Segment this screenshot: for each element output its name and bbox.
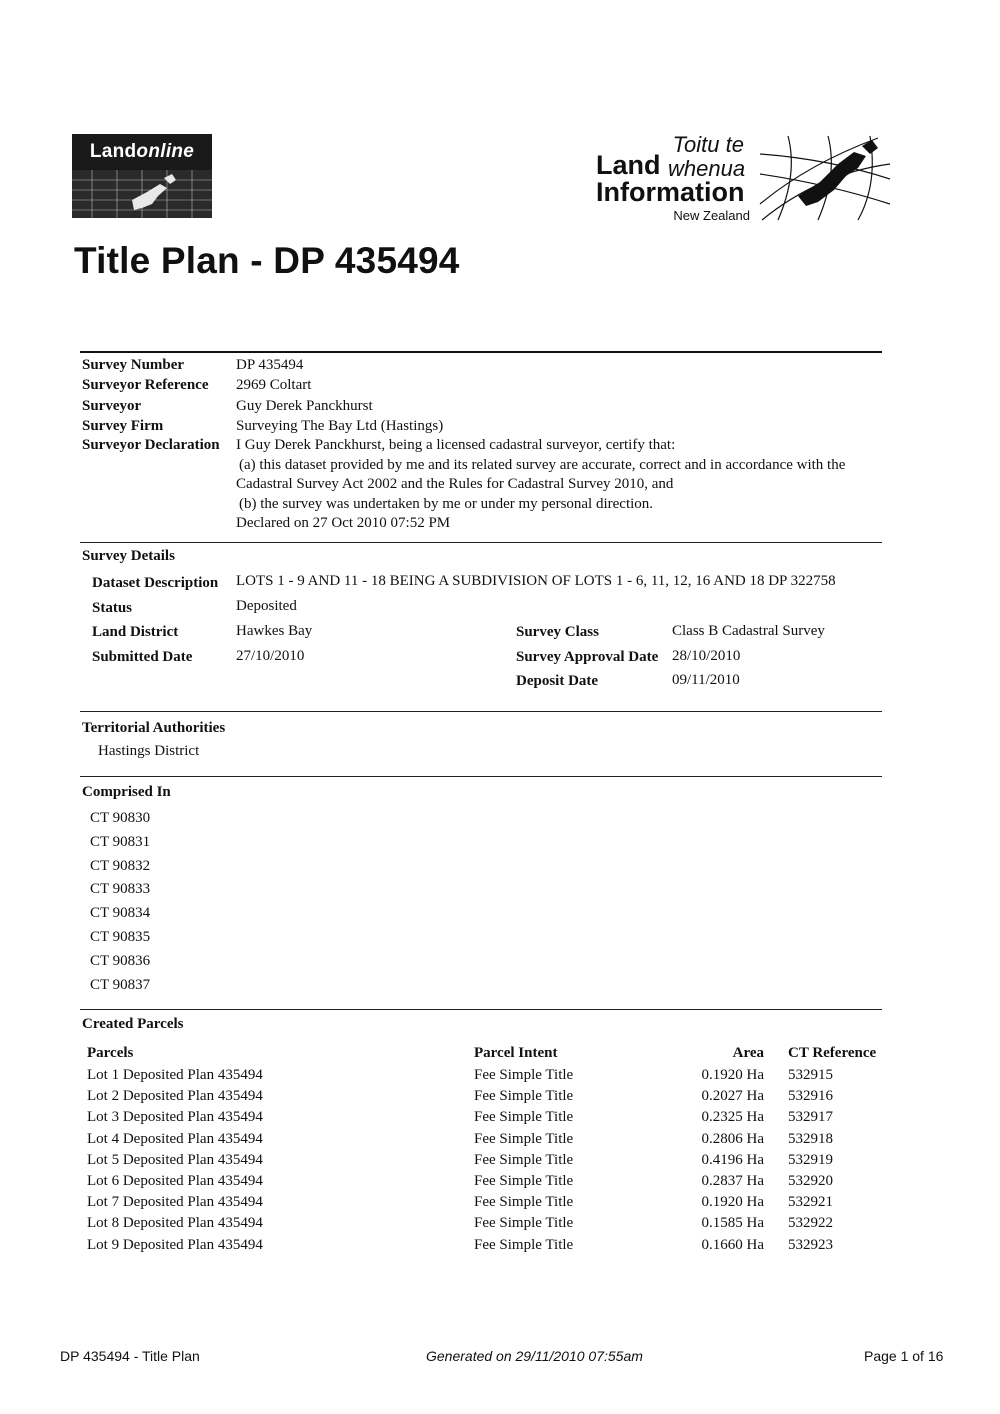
column-header-parcel-intent: Parcel Intent [474, 1044, 558, 1061]
table-row [84, 1065, 908, 1086]
territorial-authority-value: Hastings District [98, 743, 200, 759]
globe-nz-icon [758, 134, 892, 222]
submitted-date-value: 27/10/2010 [236, 648, 305, 664]
table-row [84, 1171, 908, 1192]
survey-number-value: DP 435494 [236, 357, 304, 373]
survey-firm-value: Surveying The Bay Ltd (Hastings) [236, 418, 444, 434]
list-item: CT 90835 [90, 928, 151, 945]
created-parcels-table [84, 1041, 908, 1256]
parcel-intent: Fee Simple Title [474, 1130, 574, 1147]
parcel-intent: Fee Simple Title [474, 1067, 574, 1084]
survey-approval-date-label: Survey Approval Date [516, 649, 659, 665]
parcel-area: 0.2837 Ha [701, 1173, 764, 1190]
footer-document-name: DP 435494 - Title Plan [60, 1348, 200, 1364]
parcel-name: Lot 7 Deposited Plan 435494 [87, 1194, 263, 1211]
parcel-ct-reference: 532919 [788, 1151, 833, 1168]
linz-logo-line1: Toitu te [672, 132, 744, 157]
surveyor-reference-value: 2969 Coltart [236, 377, 312, 393]
list-item: CT 90830 [90, 810, 151, 826]
surveyor-reference-label: Surveyor Reference [82, 377, 209, 393]
parcel-ct-reference: 532920 [788, 1173, 833, 1190]
column-header-parcels: Parcels [87, 1044, 134, 1061]
declaration-line: Cadastral Survey Act 2002 and the Rules for Cadastral Survey 2010, and [236, 476, 674, 492]
parcel-ct-reference: 532915 [788, 1067, 833, 1084]
surveyor-value: Guy Derek Panckhurst [236, 398, 373, 414]
status-label: Status [92, 600, 133, 616]
parcel-intent: Fee Simple Title [474, 1173, 574, 1190]
linz-logo [596, 132, 892, 224]
parcel-area: 0.2806 Ha [701, 1130, 764, 1147]
dataset-description-value: LOTS 1 - 9 AND 11 - 18 BEING A SUBDIVISION OF LOTS 1 - 6, 11, 12, 16 AND 18 DP 322758 [236, 573, 836, 589]
deposit-date-value: 09/11/2010 [672, 672, 740, 688]
nz-map-icon [72, 170, 212, 218]
parcel-ct-reference: 532917 [788, 1109, 833, 1126]
parcel-area: 0.4196 Ha [701, 1151, 764, 1168]
land-district-label: Land District [92, 624, 179, 640]
declaration-line: (a) this dataset provided by me and its related survey are accurate, correct and in accordance with the [239, 456, 846, 473]
parcel-area: 0.2027 Ha [701, 1088, 764, 1105]
divider [80, 1009, 882, 1010]
parcel-name: Lot 3 Deposited Plan 435494 [87, 1109, 263, 1126]
table-row [84, 1129, 908, 1150]
divider [80, 542, 882, 543]
survey-firm-label: Survey Firm [82, 418, 164, 434]
comprised-in-heading: Comprised In [82, 784, 171, 800]
parcel-area: 0.1660 Ha [701, 1236, 764, 1253]
parcel-intent: Fee Simple Title [474, 1215, 574, 1232]
dataset-description-label: Dataset Description [92, 575, 219, 591]
landonline-logo-text: Landonline [72, 134, 212, 170]
declaration-line: I Guy Derek Panckhurst, being a licensed cadastral surveyor, certify that: [236, 437, 676, 453]
divider [80, 711, 882, 712]
survey-approval-date-value: 28/10/2010 [672, 648, 741, 664]
parcel-intent: Fee Simple Title [474, 1194, 574, 1211]
linz-logo-nz: New Zealand [673, 208, 750, 223]
parcel-name: Lot 9 Deposited Plan 435494 [87, 1236, 263, 1253]
surveyor-declaration-text [236, 436, 896, 534]
table-row [84, 1235, 908, 1256]
land-district-value: Hawkes Bay [236, 623, 313, 639]
parcel-area: 0.1585 Ha [701, 1215, 764, 1232]
surveyor-label: Surveyor [82, 398, 142, 414]
table-header-row [84, 1041, 908, 1065]
survey-details-heading: Survey Details [82, 548, 175, 564]
created-parcels-heading: Created Parcels [82, 1016, 184, 1032]
linz-logo-land: Land [596, 150, 661, 180]
parcel-ct-reference: 532922 [788, 1215, 833, 1232]
parcel-intent: Fee Simple Title [474, 1236, 574, 1253]
footer-generated-date: Generated on 29/11/2010 07:55am [426, 1348, 643, 1364]
parcel-ct-reference: 532923 [788, 1236, 833, 1253]
list-item: CT 90832 [90, 857, 151, 874]
table-row [84, 1192, 908, 1213]
parcel-name: Lot 2 Deposited Plan 435494 [87, 1088, 263, 1105]
list-item: CT 90831 [90, 833, 151, 850]
parcel-area: 0.1920 Ha [701, 1067, 764, 1084]
parcel-name: Lot 5 Deposited Plan 435494 [87, 1151, 263, 1168]
linz-logo-information: Information [596, 177, 745, 207]
column-header-ct-reference: CT Reference [788, 1044, 877, 1061]
list-item: CT 90833 [90, 881, 151, 898]
parcel-area: 0.1920 Ha [701, 1194, 764, 1211]
parcel-ct-reference: 532921 [788, 1194, 833, 1211]
surveyor-declaration-label: Surveyor Declaration [82, 437, 220, 453]
parcel-ct-reference: 532918 [788, 1130, 833, 1147]
list-item: CT 90834 [90, 905, 151, 922]
deposit-date-label: Deposit Date [516, 673, 599, 689]
territorial-authorities-heading: Territorial Authorities [82, 720, 226, 736]
page-title: Title Plan - DP 435494 [74, 240, 460, 281]
column-header-area: Area [732, 1044, 764, 1061]
comprised-in-list [90, 808, 150, 998]
survey-number-label: Survey Number [82, 357, 185, 373]
submitted-date-label: Submitted Date [92, 649, 193, 665]
divider [80, 351, 882, 353]
table-row [84, 1213, 908, 1234]
parcel-name: Lot 1 Deposited Plan 435494 [87, 1067, 263, 1084]
survey-class-value: Class B Cadastral Survey [672, 623, 825, 639]
parcel-ct-reference: 532916 [788, 1088, 833, 1105]
parcel-intent: Fee Simple Title [474, 1088, 574, 1105]
parcel-name: Lot 4 Deposited Plan 435494 [87, 1130, 263, 1147]
declaration-line: Declared on 27 Oct 2010 07:52 PM [236, 515, 451, 531]
footer-page-number: Page 1 of 16 [864, 1348, 944, 1364]
parcel-name: Lot 6 Deposited Plan 435494 [87, 1173, 263, 1190]
parcel-intent: Fee Simple Title [474, 1109, 574, 1126]
linz-logo-whenua: whenua [668, 156, 746, 181]
table-row [84, 1086, 908, 1107]
status-value: Deposited [236, 598, 297, 614]
parcel-intent: Fee Simple Title [474, 1151, 574, 1168]
table-row [84, 1107, 908, 1128]
divider [80, 776, 882, 777]
parcel-name: Lot 8 Deposited Plan 435494 [87, 1215, 263, 1232]
table-row [84, 1150, 908, 1171]
survey-class-label: Survey Class [516, 624, 599, 640]
parcel-area: 0.2325 Ha [701, 1109, 764, 1126]
list-item: CT 90837 [90, 976, 151, 993]
landonline-logo [72, 134, 212, 218]
declaration-line: (b) the survey was undertaken by me or under my personal direction. [239, 495, 654, 512]
list-item: CT 90836 [90, 952, 151, 969]
